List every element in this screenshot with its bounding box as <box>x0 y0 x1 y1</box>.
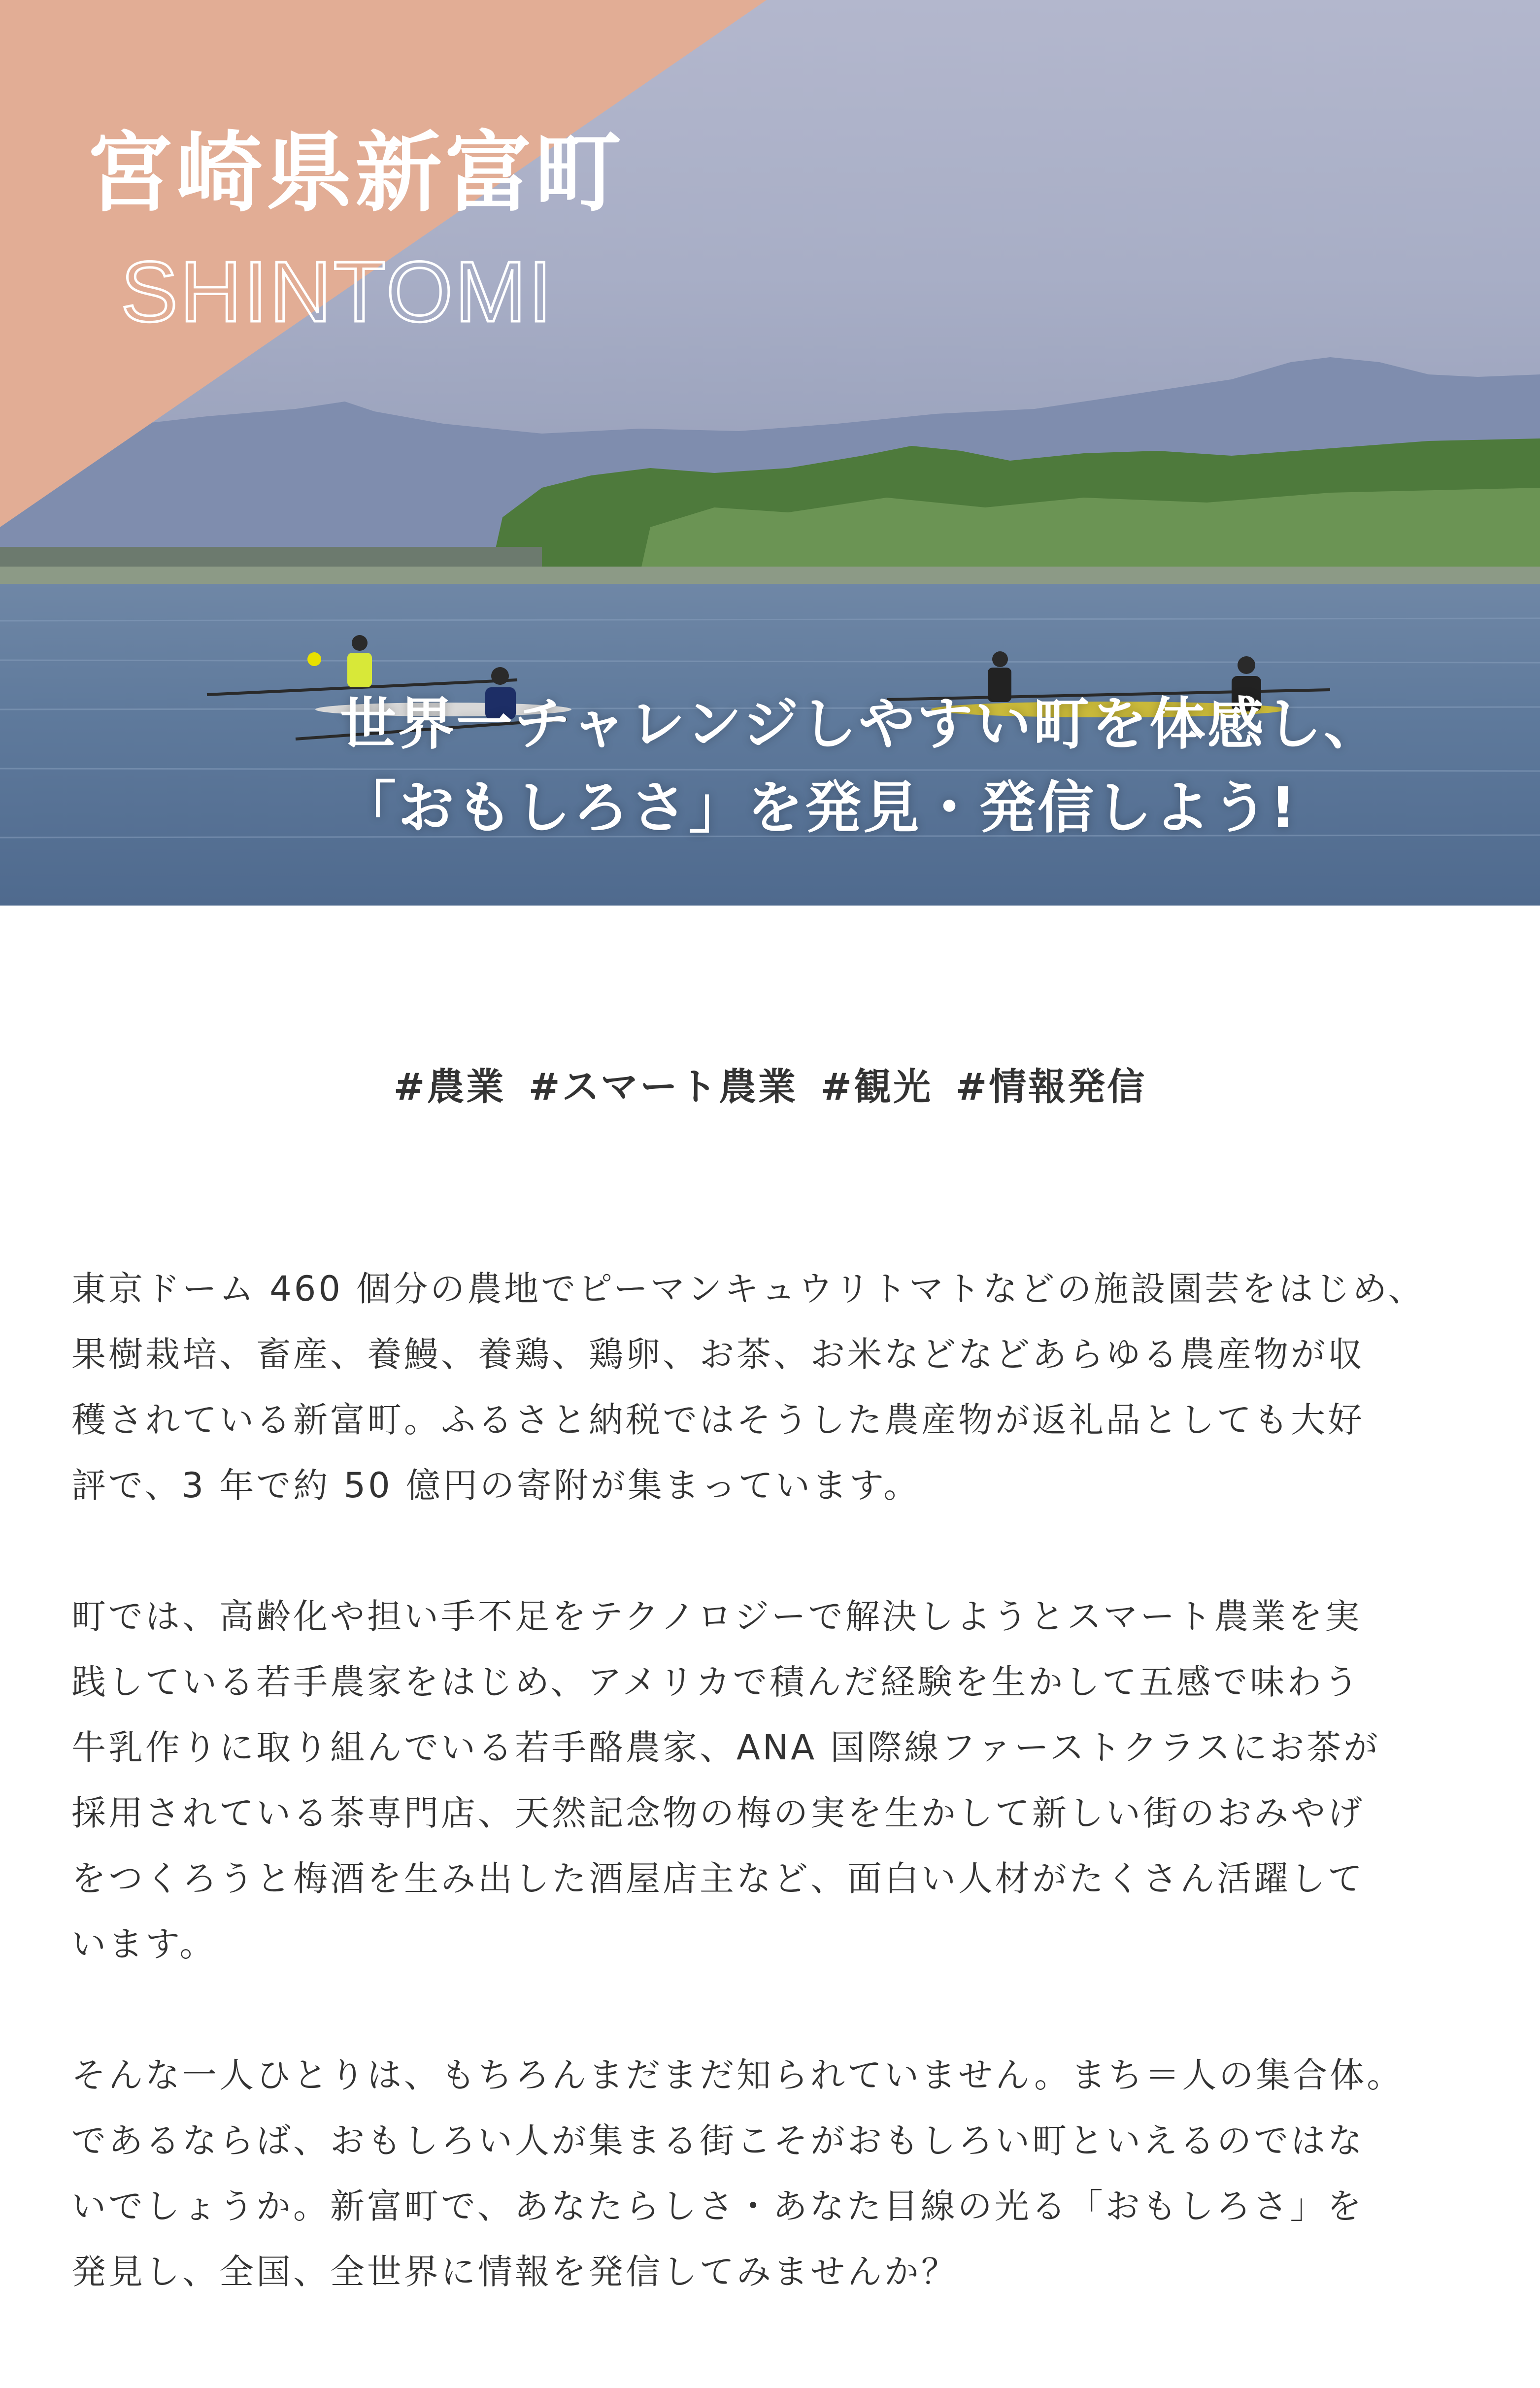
text-line: であるならば、おもしろい人が集まる街こそがおもしろい町といえるのではな <box>71 2120 1365 2161</box>
text-line: 牛乳作りに取り組んでいる若手酪農家、ANA 国際線ファーストクラスにお茶が <box>71 1727 1380 1768</box>
hero-catchphrase <box>340 682 1382 850</box>
hero-section <box>0 0 1540 906</box>
text-line: 発見し、全国、全世界に情報を発信してみませんか？ <box>71 2252 958 2292</box>
text-line: 果樹栽培、畜産、養鰻、養鶏、鶏卵、お茶、お米などなどあらゆる農産物が収 <box>71 1334 1365 1375</box>
tag-list <box>0 1057 1540 1110</box>
tag-tourism: #観光 <box>820 1065 933 1109</box>
text-line: います。 <box>71 1924 217 1964</box>
catchphrase-line-2: 「おもしろさ」を発見・発信しよう! <box>340 775 1298 841</box>
text-line: そんな一人ひとりは、もちろんまだまだ知られていません。まち＝人の集合体。 <box>71 2055 1404 2095</box>
paragraph-people <box>71 1584 1490 1977</box>
text-line: 践している若手農家をはじめ、アメリカで積んだ経験を生かして五感で味わう <box>71 1662 1361 1702</box>
text-line: 採用されている茶専門店、天然記念物の梅の実を生かして新しい街のおみやげ <box>71 1793 1365 1833</box>
text-line: 評で、3 年で約 50 億円の寄附が集まっています。 <box>71 1465 921 1506</box>
tag-agriculture: #農業 <box>393 1065 506 1109</box>
text-line: いでしょうか。新富町で、あなたらしさ・あなた目線の光る「おもしろさ」を <box>71 2186 1364 2226</box>
tag-smart-agriculture: #スマート農業 <box>528 1065 798 1109</box>
paragraph-agriculture <box>71 1256 1490 1518</box>
text-line: をつくろうと梅酒を生み出した酒屋店主など、面白い人材がたくさん活躍して <box>71 1858 1365 1899</box>
text-line: 東京ドーム 460 個分の農地でピーマンキュウリトマトなどの施設園芸をはじめ、 <box>71 1269 1425 1309</box>
text-line: 穫されている新富町。ふるさと納税ではそうした農産物が返礼品としても大好 <box>71 1400 1365 1440</box>
town-title: 宮崎県新富町 <box>86 123 625 224</box>
description-body <box>71 1256 1490 2370</box>
paragraph-invitation <box>71 2043 1490 2305</box>
town-name-roman: SHINTOMI <box>121 243 554 339</box>
text-line: 町では、高齢化や担い手不足をテクノロジーで解決しようとスマート農業を実 <box>71 1596 1362 1637</box>
tag-information: #情報発信 <box>955 1065 1147 1109</box>
catchphrase-line-1: 世界一チャレンジしやすい町を体感し、 <box>340 691 1382 757</box>
